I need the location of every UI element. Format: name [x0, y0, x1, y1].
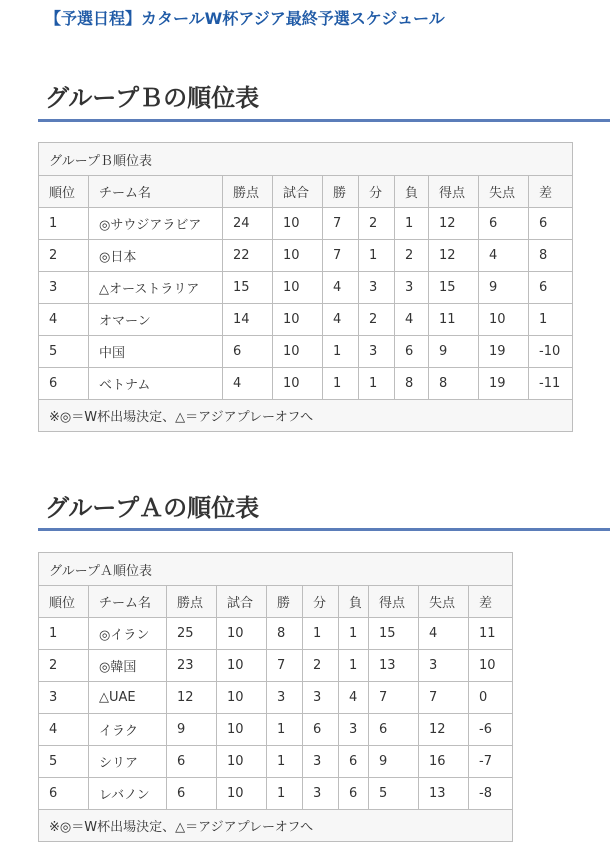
group-a-caption-row [39, 553, 513, 586]
cell-goals-for: 5 [369, 778, 419, 810]
cell-won: 1 [323, 336, 359, 368]
cell-goals-against: 7 [419, 682, 469, 714]
cell-goals-for: 11 [429, 304, 479, 336]
cell-lost: 6 [395, 336, 429, 368]
cell-rank: 5 [39, 336, 89, 368]
cell-drawn: 3 [359, 272, 395, 304]
cell-rank: 5 [39, 746, 89, 778]
column-header-goal-diff: 差 [529, 176, 573, 208]
cell-goal-diff: 11 [469, 618, 513, 650]
cell-team: イラク [89, 714, 167, 746]
cell-goals-against: 3 [419, 650, 469, 682]
cell-goals-for: 6 [369, 714, 419, 746]
cell-goals-against: 13 [419, 778, 469, 810]
column-header-goals-against: 失点 [419, 586, 469, 618]
cell-points: 22 [223, 240, 273, 272]
cell-drawn: 1 [359, 240, 395, 272]
cell-goal-diff: 8 [529, 240, 573, 272]
table-row [39, 368, 573, 400]
cell-points: 4 [223, 368, 273, 400]
cell-lost: 3 [339, 714, 369, 746]
cell-team: ベトナム [89, 368, 223, 400]
cell-team: 中国 [89, 336, 223, 368]
column-header-lost: 負 [395, 176, 429, 208]
cell-points: 9 [167, 714, 217, 746]
group-a-table-caption: グループＡ順位表 [39, 553, 513, 586]
cell-points: 15 [223, 272, 273, 304]
cell-drawn: 3 [303, 746, 339, 778]
group-b-heading: グループＢの順位表 [45, 84, 260, 112]
cell-played: 10 [217, 778, 267, 810]
cell-lost: 6 [339, 778, 369, 810]
cell-won: 7 [323, 208, 359, 240]
column-header-goals-against: 失点 [479, 176, 529, 208]
cell-drawn: 1 [359, 368, 395, 400]
cell-lost: 1 [339, 618, 369, 650]
cell-drawn: 1 [303, 618, 339, 650]
table-row [39, 714, 513, 746]
column-header-rank: 順位 [39, 586, 89, 618]
column-header-goals-for: 得点 [369, 586, 419, 618]
table-row [39, 304, 573, 336]
cell-points: 12 [167, 682, 217, 714]
group-a-header-row [39, 586, 513, 618]
cell-lost: 3 [395, 272, 429, 304]
group-a-note-row [39, 810, 513, 842]
cell-rank: 2 [39, 240, 89, 272]
cell-rank: 2 [39, 650, 89, 682]
cell-played: 10 [217, 650, 267, 682]
column-header-won: 勝 [267, 586, 303, 618]
column-header-team: チーム名 [89, 586, 167, 618]
cell-goals-against: 9 [479, 272, 529, 304]
cell-rank: 1 [39, 618, 89, 650]
column-header-goal-diff: 差 [469, 586, 513, 618]
cell-won: 4 [323, 272, 359, 304]
cell-played: 10 [217, 714, 267, 746]
cell-played: 10 [273, 208, 323, 240]
cell-played: 10 [273, 272, 323, 304]
column-header-drawn: 分 [303, 586, 339, 618]
cell-drawn: 2 [359, 304, 395, 336]
cell-drawn: 3 [303, 682, 339, 714]
cell-rank: 4 [39, 714, 89, 746]
group-b-caption-row [39, 143, 573, 176]
cell-goal-diff: 6 [529, 272, 573, 304]
column-header-played: 試合 [217, 586, 267, 618]
cell-goals-against: 4 [479, 240, 529, 272]
cell-rank: 6 [39, 368, 89, 400]
cell-goal-diff: 0 [469, 682, 513, 714]
cell-played: 10 [217, 618, 267, 650]
column-header-won: 勝 [323, 176, 359, 208]
cell-points: 14 [223, 304, 273, 336]
cell-lost: 6 [339, 746, 369, 778]
table-row [39, 208, 573, 240]
cell-team: ◎日本 [89, 240, 223, 272]
column-header-team: チーム名 [89, 176, 223, 208]
cell-team: ◎韓国 [89, 650, 167, 682]
cell-goals-for: 7 [369, 682, 419, 714]
column-header-played: 試合 [273, 176, 323, 208]
group-b-note-row [39, 400, 573, 432]
cell-lost: 2 [395, 240, 429, 272]
cell-goal-diff: -8 [469, 778, 513, 810]
cell-played: 10 [217, 746, 267, 778]
cell-goals-for: 12 [429, 240, 479, 272]
cell-lost: 1 [395, 208, 429, 240]
cell-goal-diff: 6 [529, 208, 573, 240]
cell-drawn: 2 [303, 650, 339, 682]
cell-drawn: 2 [359, 208, 395, 240]
table-row [39, 682, 513, 714]
table-row [39, 650, 513, 682]
cell-goals-against: 10 [479, 304, 529, 336]
cell-team: △オーストラリア [89, 272, 223, 304]
cell-drawn: 6 [303, 714, 339, 746]
cell-won: 7 [267, 650, 303, 682]
group-b-standings-table [38, 142, 573, 432]
group-a-heading: グループＡの順位表 [45, 494, 260, 522]
cell-played: 10 [217, 682, 267, 714]
column-header-lost: 負 [339, 586, 369, 618]
cell-rank: 3 [39, 272, 89, 304]
table-row [39, 240, 573, 272]
cell-drawn: 3 [303, 778, 339, 810]
table-row [39, 778, 513, 810]
cell-goals-against: 19 [479, 336, 529, 368]
column-header-points: 勝点 [167, 586, 217, 618]
cell-goals-for: 15 [369, 618, 419, 650]
group-b-table-body [39, 143, 573, 432]
cell-won: 1 [267, 714, 303, 746]
cell-lost: 8 [395, 368, 429, 400]
cell-goals-for: 13 [369, 650, 419, 682]
cell-rank: 6 [39, 778, 89, 810]
cell-won: 1 [323, 368, 359, 400]
cell-team: ◎イラン [89, 618, 167, 650]
group-b-table-note: ※◎＝W杯出場決定、△＝アジアプレーオフへ [39, 400, 573, 432]
cell-rank: 4 [39, 304, 89, 336]
group-b-table-caption: グループＢ順位表 [39, 143, 573, 176]
cell-lost: 4 [339, 682, 369, 714]
cell-goals-against: 16 [419, 746, 469, 778]
table-row [39, 746, 513, 778]
table-row [39, 272, 573, 304]
group-a-heading-rule [38, 528, 610, 531]
cell-goals-against: 19 [479, 368, 529, 400]
table-row [39, 618, 513, 650]
cell-team: △UAE [89, 682, 167, 714]
cell-lost: 4 [395, 304, 429, 336]
cell-won: 4 [323, 304, 359, 336]
cell-won: 1 [267, 778, 303, 810]
cell-team: ◎サウジアラビア [89, 208, 223, 240]
cell-goal-diff: -10 [529, 336, 573, 368]
cell-played: 10 [273, 336, 323, 368]
cell-points: 6 [167, 746, 217, 778]
cell-points: 6 [223, 336, 273, 368]
cell-played: 10 [273, 304, 323, 336]
cell-goals-for: 9 [369, 746, 419, 778]
cell-drawn: 3 [359, 336, 395, 368]
group-b-heading-rule [38, 119, 610, 122]
cell-points: 24 [223, 208, 273, 240]
group-a-table-note: ※◎＝W杯出場決定、△＝アジアプレーオフへ [39, 810, 513, 842]
group-a-standings-table [38, 552, 513, 842]
cell-won: 7 [323, 240, 359, 272]
cell-goal-diff: -6 [469, 714, 513, 746]
cell-points: 25 [167, 618, 217, 650]
cell-team: レバノン [89, 778, 167, 810]
group-a-table-body [39, 553, 513, 842]
table-row [39, 336, 573, 368]
cell-won: 1 [267, 746, 303, 778]
cell-goals-against: 12 [419, 714, 469, 746]
cell-goal-diff: 1 [529, 304, 573, 336]
cell-points: 6 [167, 778, 217, 810]
cell-goals-for: 9 [429, 336, 479, 368]
cell-lost: 1 [339, 650, 369, 682]
cell-goal-diff: -7 [469, 746, 513, 778]
group-b-header-row [39, 176, 573, 208]
schedule-link[interactable]: 【予選日程】カタールW杯アジア最終予選スケジュール [45, 9, 445, 28]
cell-goals-for: 12 [429, 208, 479, 240]
cell-goals-for: 8 [429, 368, 479, 400]
cell-goals-for: 15 [429, 272, 479, 304]
cell-won: 3 [267, 682, 303, 714]
cell-rank: 1 [39, 208, 89, 240]
column-header-points: 勝点 [223, 176, 273, 208]
cell-goals-against: 4 [419, 618, 469, 650]
cell-played: 10 [273, 368, 323, 400]
cell-team: シリア [89, 746, 167, 778]
cell-goal-diff: 10 [469, 650, 513, 682]
cell-team: オマーン [89, 304, 223, 336]
cell-points: 23 [167, 650, 217, 682]
column-header-goals-for: 得点 [429, 176, 479, 208]
cell-goal-diff: -11 [529, 368, 573, 400]
column-header-rank: 順位 [39, 176, 89, 208]
column-header-drawn: 分 [359, 176, 395, 208]
cell-played: 10 [273, 240, 323, 272]
cell-won: 8 [267, 618, 303, 650]
cell-goals-against: 6 [479, 208, 529, 240]
cell-rank: 3 [39, 682, 89, 714]
